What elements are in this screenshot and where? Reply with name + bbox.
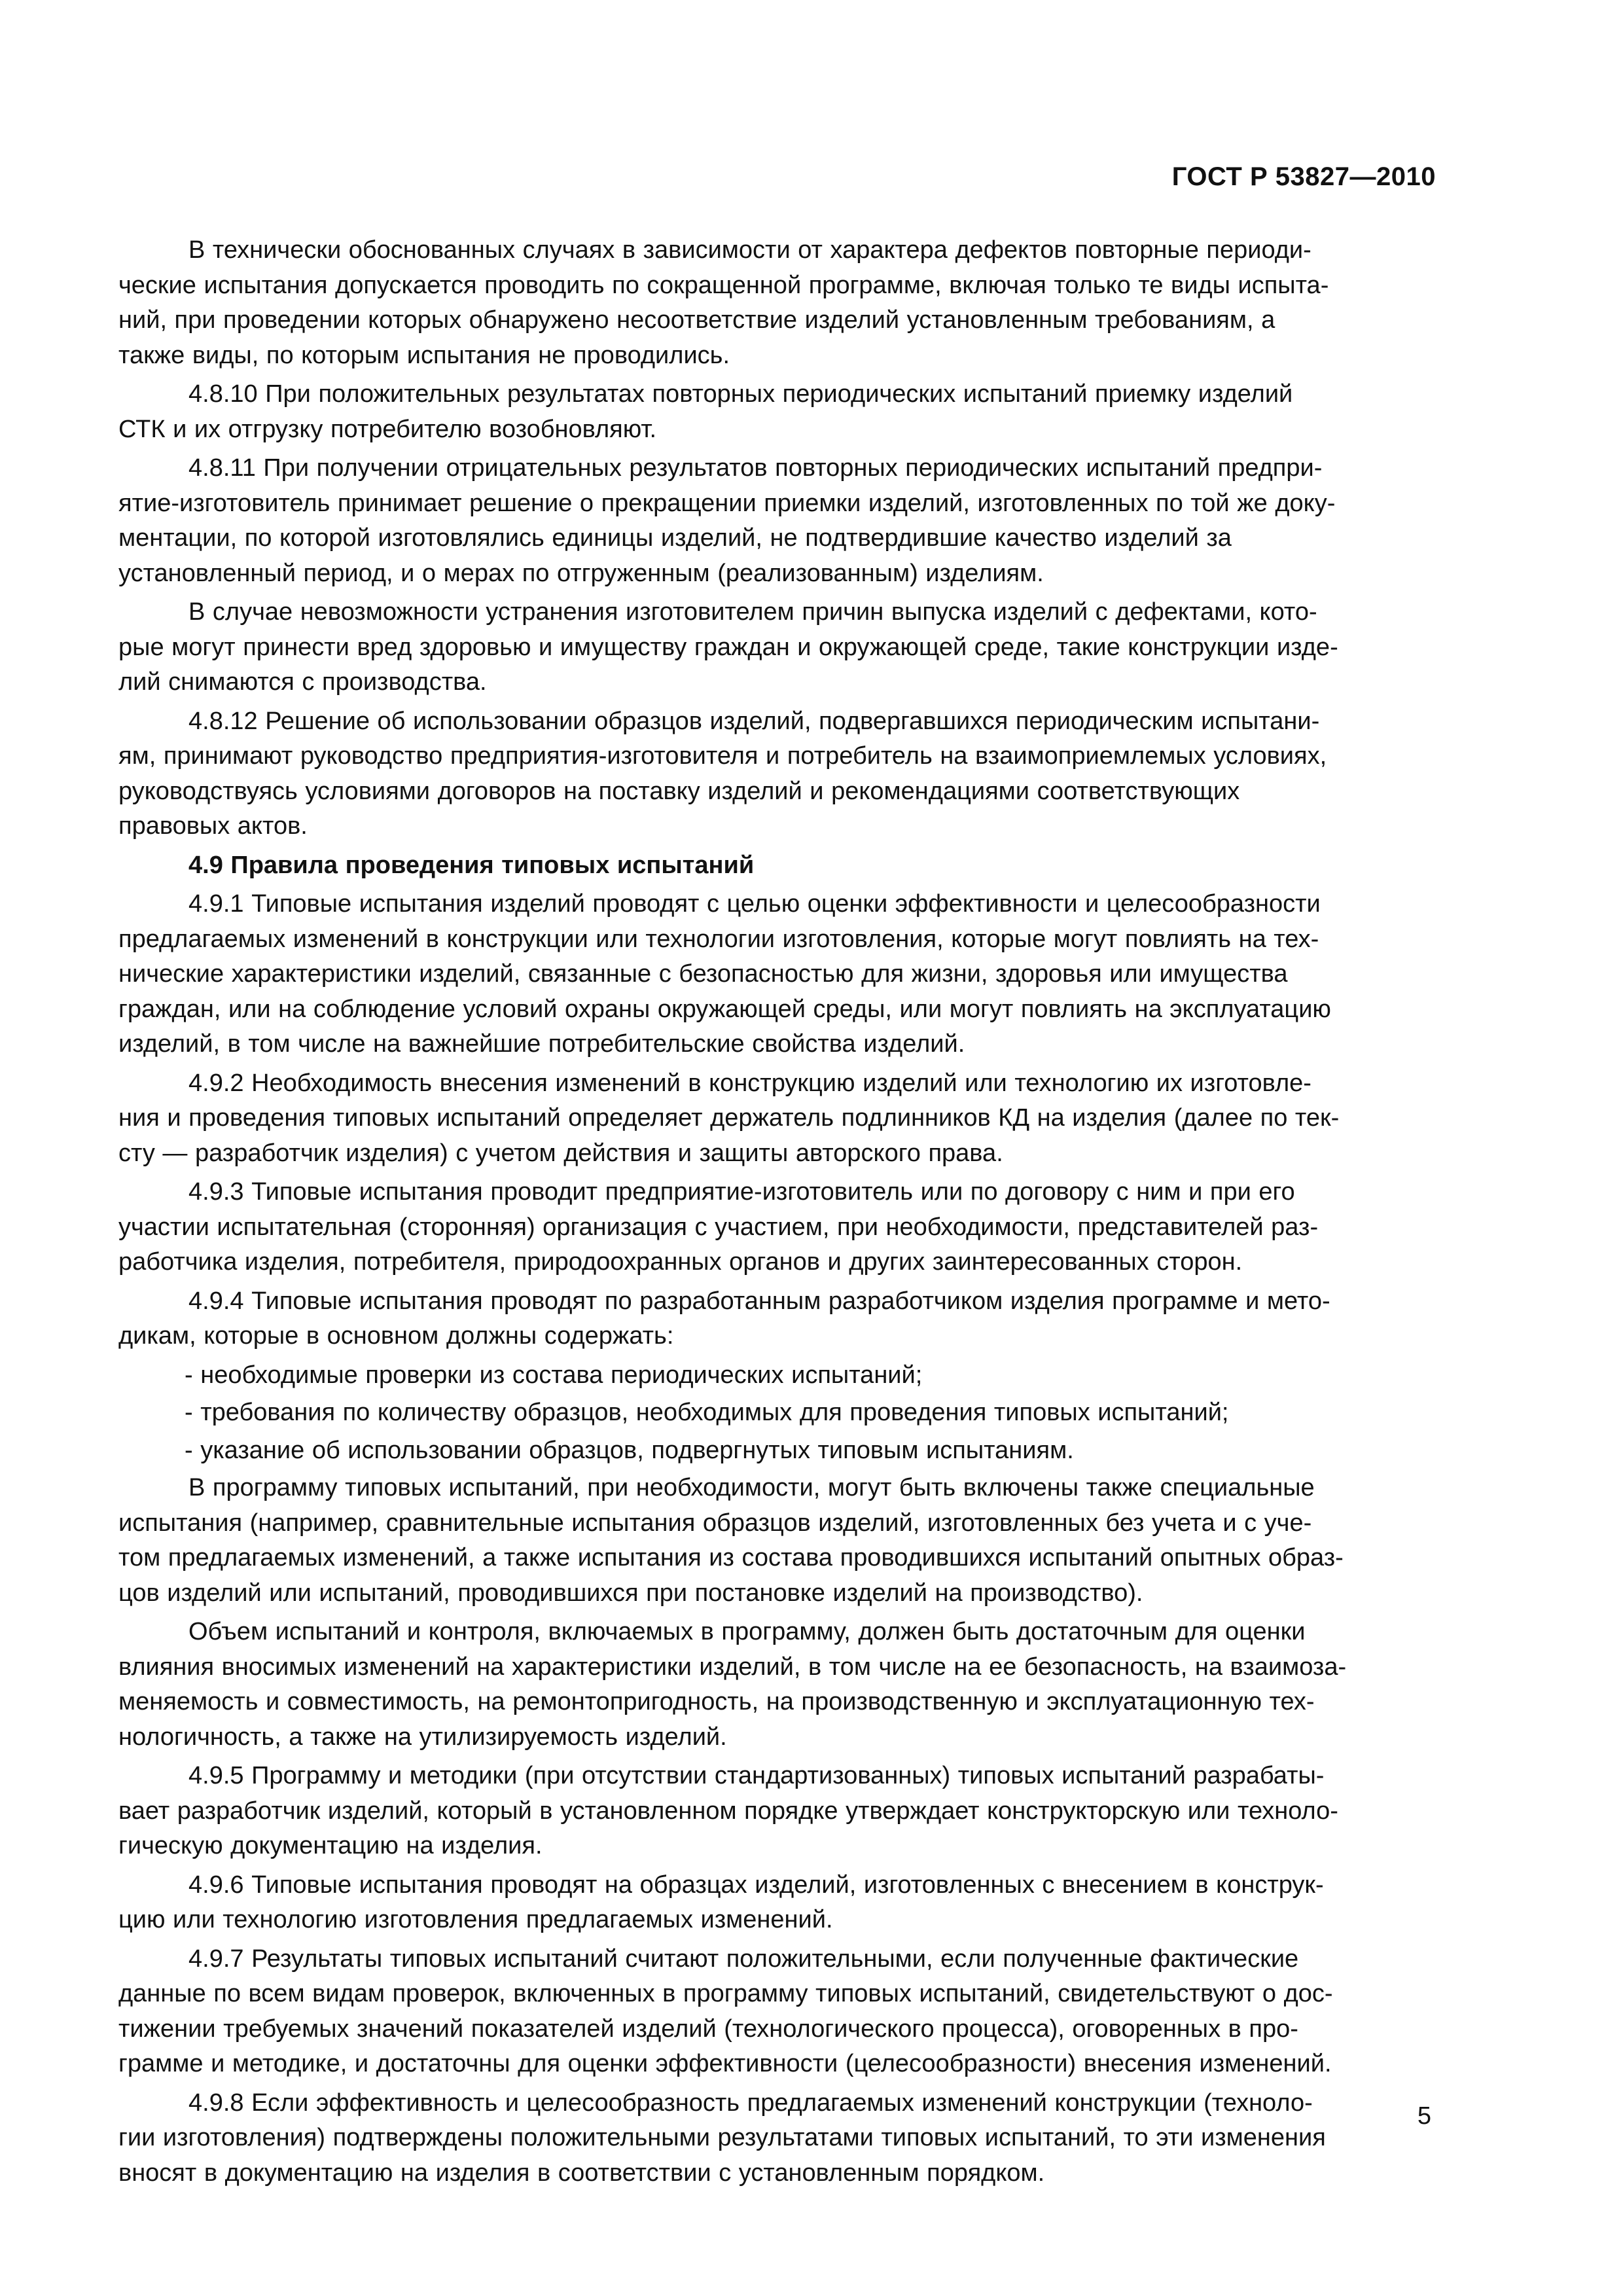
- paragraph-4-9-1: 4.9.1 Типовые испытания изделий проводят с целью оценки эффективности и целесообразности предлагаемых изменений в конструкции или технологии изготовления, которые могут повлиять на тех- нические характеристики изделий, связанные с безопасностью для жизни, здоровья или имущества граждан, или на соблюдение условий охраны окружающей среды, или могут повлиять на эксплуатацию изделий, в том числе на важнейшие потребительские свойства изделий.: [118, 890, 1331, 1058]
- document-code-header: ГОСТ Р 53827—2010: [1171, 162, 1436, 191]
- section-heading-4-9: 4.9 Правила проведения типовых испытаний: [188, 851, 755, 879]
- paragraph-4-8-10: 4.8.10 При положительных результатах повторных периодических испытаний приемку изделий СТК и их отгрузку потребителю возобновляют.: [118, 380, 1293, 443]
- paragraph-4-9-6: 4.9.6 Типовые испытания проводят на образцах изделий, изготовленных с внесением в конструк- цию или технологию изготовления предлагаемых изменений.: [118, 1871, 1324, 1933]
- page-number: 5: [1417, 2102, 1431, 2130]
- paragraph-4-9-4: 4.9.4 Типовые испытания проводят по разработанным разработчиком изделия программе и мето- дикам, которые в основном должны содержать:: [118, 1287, 1330, 1350]
- paragraph: В технически обоснованных случаях в зависимости от характера дефектов повторные периоди- ческие испытания допускается проводить по сокращенной программе, включая только те виды испыта- ний, при проведении которых обнаружено несоответствие изделий установленным требованиям, а также виды, по которым испытания не проводились.: [118, 236, 1329, 369]
- paragraph-4-9-2: 4.9.2 Необходимость внесения изменений в конструкцию изделий или технологию их изготовле- ния и проведения типовых испытаний определяет держатель подлинников КД на изделия (далее по тек- сту — разработчик изделия) с учетом действия и защиты авторского права.: [118, 1069, 1340, 1167]
- list-item: - указание об использовании образцов, подвергнутых типовым испытаниям.: [185, 1436, 1074, 1464]
- paragraph: В случае невозможности устранения изготовителем причин выпуска изделий с дефектами, кото- рые могут принести вред здоровью и имуществу граждан и окружающей среде, такие конструкции изде- лий снимаются с производства.: [118, 598, 1338, 696]
- list-item: - необходимые проверки из состава периодических испытаний;: [185, 1361, 923, 1389]
- paragraph-4-8-12: 4.8.12 Решение об использовании образцов изделий, подвергавшихся периодическим испытани- ям, принимают руководство предприятия-изготовителя и потребитель на взаимоприемлемых условиях, руководствуясь условиями договоров на поставку изделий и рекомендациями соответствующих правовых актов.: [118, 707, 1327, 840]
- paragraph: Объем испытаний и контроля, включаемых в программу, должен быть достаточным для оценки влияния вносимых изменений на характеристики изделий, в том числе на ее безопасность, на взаимоза- меняемость и совместимость, на ремонтопригодность, на производственную и эксплуатационную тех- нологичность, а также на утилизируемость изделий.: [118, 1618, 1347, 1751]
- paragraph: В программу типовых испытаний, при необходимости, могут быть включены также специальные испытания (например, сравнительные испытания образцов изделий, изготовленных без учета и с уче- том предлагаемых изменений, а также испытания из состава проводившихся испытаний опытных образ- цов изделий или испытаний, проводившихся при постановке изделий на производство).: [118, 1474, 1344, 1607]
- paragraph-4-9-5: 4.9.5 Программу и методики (при отсутствии стандартизованных) типовых испытаний разрабаты- вает разработчик изделий, который в установленном порядке утверждает конструкторскую или техноло- гическую документацию на изделия.: [118, 1762, 1338, 1859]
- list-item: - требования по количеству образцов, необходимых для проведения типовых испытаний;: [185, 1399, 1229, 1426]
- paragraph-4-8-11: 4.8.11 При получении отрицательных результатов повторных периодических испытаний предпри- ятие-изготовитель принимает решение о прекращении приемки изделий, изготовленных по той же доку- ментации, по которой изготовлялись единицы изделий, не подтвердившие качество изделий за установленный период, и о мерах по отгруженным (реализованным) изделиям.: [118, 454, 1336, 587]
- paragraph-4-9-7: 4.9.7 Результаты типовых испытаний считают положительными, если полученные фактические данные по всем видам проверок, включенных в программу типовых испытаний, свидетельствуют о дос- тижении требуемых значений показателей изделий (технологического процесса), оговоренных в про- грамме и методике, и достаточны для оценки эффективности (целесообразности) внесения изменений.: [118, 1945, 1333, 2077]
- paragraph-4-9-3: 4.9.3 Типовые испытания проводит предприятие-изготовитель или по договору с ним и при его участии испытательная (сторонняя) организация с участием, при необходимости, представителей раз- работчика изделия, потребителя, природоохранных органов и других заинтересованных сторон.: [118, 1178, 1319, 1276]
- document-body: [118, 233, 1444, 2195]
- paragraph-4-9-8: 4.9.8 Если эффективность и целесообразность предлагаемых изменений конструкции (техноло- гии изготовления) подтверждены положительными результатами типовых испытаний, то эти изменения вносят в документацию на изделия в соответствии с установленным порядком.: [118, 2089, 1326, 2187]
